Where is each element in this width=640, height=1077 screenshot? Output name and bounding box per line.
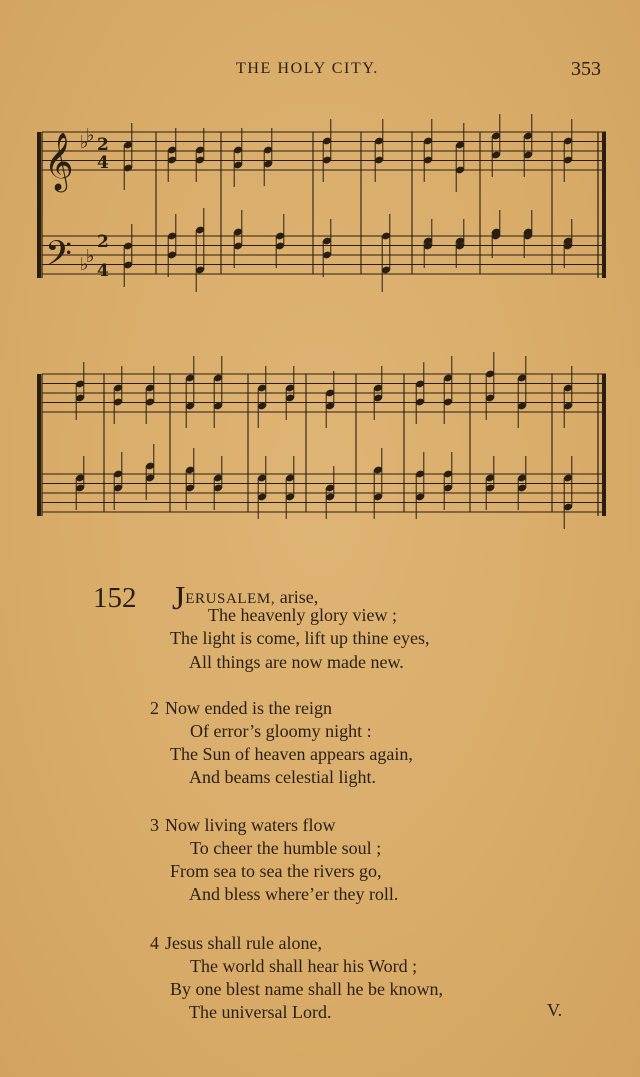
time-signature-bottom: 4 xyxy=(97,261,109,281)
stanza-line: The heavenly glory view ; xyxy=(208,605,397,625)
time-signature-top: 2 xyxy=(97,135,109,155)
stanza-line: From sea to sea the rivers go, xyxy=(170,861,382,881)
time-signature-top: 2 xyxy=(97,232,109,252)
system-bracket xyxy=(37,374,41,516)
stanza-line: All things are now made new. xyxy=(189,652,404,672)
drop-cap: J xyxy=(172,580,186,617)
stanza-line: The universal Lord. xyxy=(189,1002,332,1022)
author-attribution: V. xyxy=(547,1000,563,1020)
system-bracket xyxy=(37,132,41,278)
bass-clef-icon: 𝄢 xyxy=(45,233,73,282)
stanza-line xyxy=(150,814,335,836)
treble-clef-icon: 𝄞 xyxy=(44,132,74,190)
stanza-line: And beams celestial light. xyxy=(189,767,376,787)
final-barline-thick xyxy=(602,132,606,278)
stanza-line: The light is come, lift up thine eyes, xyxy=(170,628,430,648)
stanza-number: 3 xyxy=(150,815,159,835)
first-word: ERUSALEM, xyxy=(185,591,276,607)
key-flat-icon: ♭ xyxy=(80,254,89,275)
stanza-line: Of error’s gloomy night : xyxy=(190,721,372,741)
stanza-line: By one blest name shall he be known, xyxy=(170,979,443,999)
hymn-number: 152 xyxy=(93,582,137,614)
page-number: 353 xyxy=(571,58,601,80)
stanza-line: And bless where’er they roll. xyxy=(189,884,399,904)
key-flat-icon: ♭ xyxy=(80,132,89,153)
final-barline-thick xyxy=(602,374,606,516)
staff-lines xyxy=(37,132,606,516)
stanza-line: The world shall hear his Word ; xyxy=(190,956,418,976)
stanza-number: 2 xyxy=(150,698,159,718)
line-text: Now ended is the reign xyxy=(165,698,332,718)
running-title: THE HOLY CITY. xyxy=(236,60,380,77)
key-flat-icon: ♭ xyxy=(86,246,95,267)
line-text: Now living waters flow xyxy=(165,815,336,835)
music-notes xyxy=(75,114,573,529)
stanza-line xyxy=(150,932,322,954)
stanza-line xyxy=(150,697,332,719)
key-flat-icon: ♭ xyxy=(86,125,95,146)
time-signature-bottom: 4 xyxy=(97,153,109,173)
stanza-number: 4 xyxy=(150,933,159,953)
stanza-line: The Sun of heaven appears again, xyxy=(170,744,413,764)
line-text: arise, xyxy=(275,587,319,607)
line-text: Jesus shall rule alone, xyxy=(165,933,322,953)
stanza-line: To cheer the humble soul ; xyxy=(190,838,382,858)
